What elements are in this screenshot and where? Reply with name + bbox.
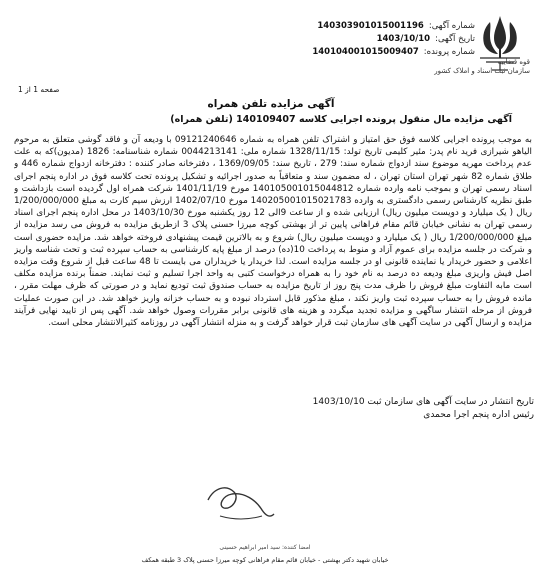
announcement-meta xyxy=(225,20,475,59)
meta-label: شماره آگهی: xyxy=(428,21,475,31)
meta-label: تاریخ آگهی: xyxy=(435,34,475,44)
publish-date: تاریخ انتشار در سایت آگهی های سازمان ثبت 1403/10/10 xyxy=(312,397,534,407)
organization-name xyxy=(370,58,530,76)
bottom-signer: امضا کننده: سید امیر ابراهیم حسینی xyxy=(219,544,311,551)
meta-label: شماره پرونده: xyxy=(423,47,475,57)
announcement-body: به موجب پرونده اجرایی کلاسه فوق حق امتیاز و اشتراک تلفن همراه به شماره 09121240646 با ودیعه آن و فاقد گوشی متعلق به مرحوم الیاهو شیرازی فرید نام پدر: مئیر کلیمی تاریخ تولد: 1328/11/15 شماره ملی: 0044213141 شماره شناسنامه: 1826 (مدیون)که به علت عدم پرداخت مهریه موضوع سند ازدواج شماره سند: 279 ، تاریخ سند: 1369/09/05 ، دفترخانه صادر کننده : دفترخانه ازدواج شماره 446 و طلاق شماره 82 شهر تهران استان تهران ، له مضمون سند و متعاقباً به صدور اجرائیه و تشکیل پرونده تحت کلاسه فوق در اداره پنجم اجرای اسناد رسمی تهران و بموجب نامه وارده شماره 140105001015044812 مورخ 1401/11/19 شرکت همراه اول گردیده است بازداشت و طبق نظریه کارشناس رسمی دادگستری به وارده 140205001015021783 مورخ 1402/07/10 ارزش سیم کارت به مبلغ 1/200/000/000 ریال ( یک میلیارد و دویست میلیون ریال) ارزیابی شده و از ساعت 9الی 12 روز یکشنبه مورخ 1403/10/30 در محل اداره پنجم اجرای اسناد رسمی تهران به نشانی خیابان قائم مقام فراهانی پایین تر از بهشتی کوچه میرزا حسنی پلاک 3 ازطریق مزایده به فروش می رسد مزایده از مبلغ 1/200/000/000 ریال ( یک میلیارد و دویست میلیون ریال) شروع و به بالاترین قیمت پیشنهادی فروخته خواهد شد. مزایده حضوری است و شرکت در جلسه مزایده برای عموم آزاد و منوط به پرداخت 10(ده) درصد از مبلغ پایه کارشناسی به حساب سپرده ثبت و تحت شناسه واریز اعلامی و حضور خریدار یا نماینده قانونی او در جلسه مزایده است. لذا خریدار یا خریداران می بایست تا 48 ساعت قبل از شروع وقت مزایده اصل فیش واریزی مبلغ ودیعه ده درصد به نام خود را به همراه درخواست کتبی به واحد اجرا تسلیم و ثبت نمایند. ضمناً برنده مزایده مکلف است مابه التفاوت مبلغ فروش را ظرف مدت پنج روز از تاریخ مزایده به حساب صندوق ثبت تودیع نماید و در صورتی که ظرف مهلت مقرر ، مانده فروش را به حساب سپرده ثبت واریز نکند ، مبلغ مذکور قابل استرداد نبوده و به حساب خزانه واریز خواهد شد. در این صورت عملیات فروش از مرحله انتشار ساگهی و مزایده تجدید میگردد و هزینه های قانونی برابر مقررات وصول خواهد شد. آگهی پس از تایید نهایی فرآیند مزایده و ارسال آگهی در سایت آگهی های سازمان ثبت قرار خواهد گرفت و به منزله انتشار آگهی در روزنامه کثیرالانتشار محلی است. xyxy=(14,135,532,329)
announcement-subtitle: آگهی مزایده مال منقول پرونده اجرایی کلاسه 140109407 (تلفن همراه) xyxy=(170,114,512,125)
page-number: صفحه 1 از 1 xyxy=(18,85,60,94)
meta-row-announcement-number xyxy=(225,20,475,33)
bottom-address: خیابان شهید دکتر بهشتی - خیابان قائم مقام فراهانی کوچه میرزا حسنی پلاک 3 طبقه همکف xyxy=(141,556,389,564)
announcement-footer xyxy=(14,396,534,422)
org-line-registration: سازمان ثبت اسناد و املاک کشور xyxy=(434,67,530,75)
announcement-title: آگهی مزایده تلفن همراه xyxy=(207,98,335,110)
meta-value: 1403/10/10 xyxy=(376,34,431,44)
meta-value: 140104001015009407 xyxy=(312,47,419,57)
org-line-judiciary: قوه قضاییه xyxy=(497,58,530,66)
signatory: رئیس اداره پنجم اجرا محمدی xyxy=(423,410,534,420)
handwritten-signature xyxy=(200,470,280,530)
meta-value: 140303901015001196 xyxy=(317,21,424,31)
meta-row-announcement-date xyxy=(225,33,475,46)
